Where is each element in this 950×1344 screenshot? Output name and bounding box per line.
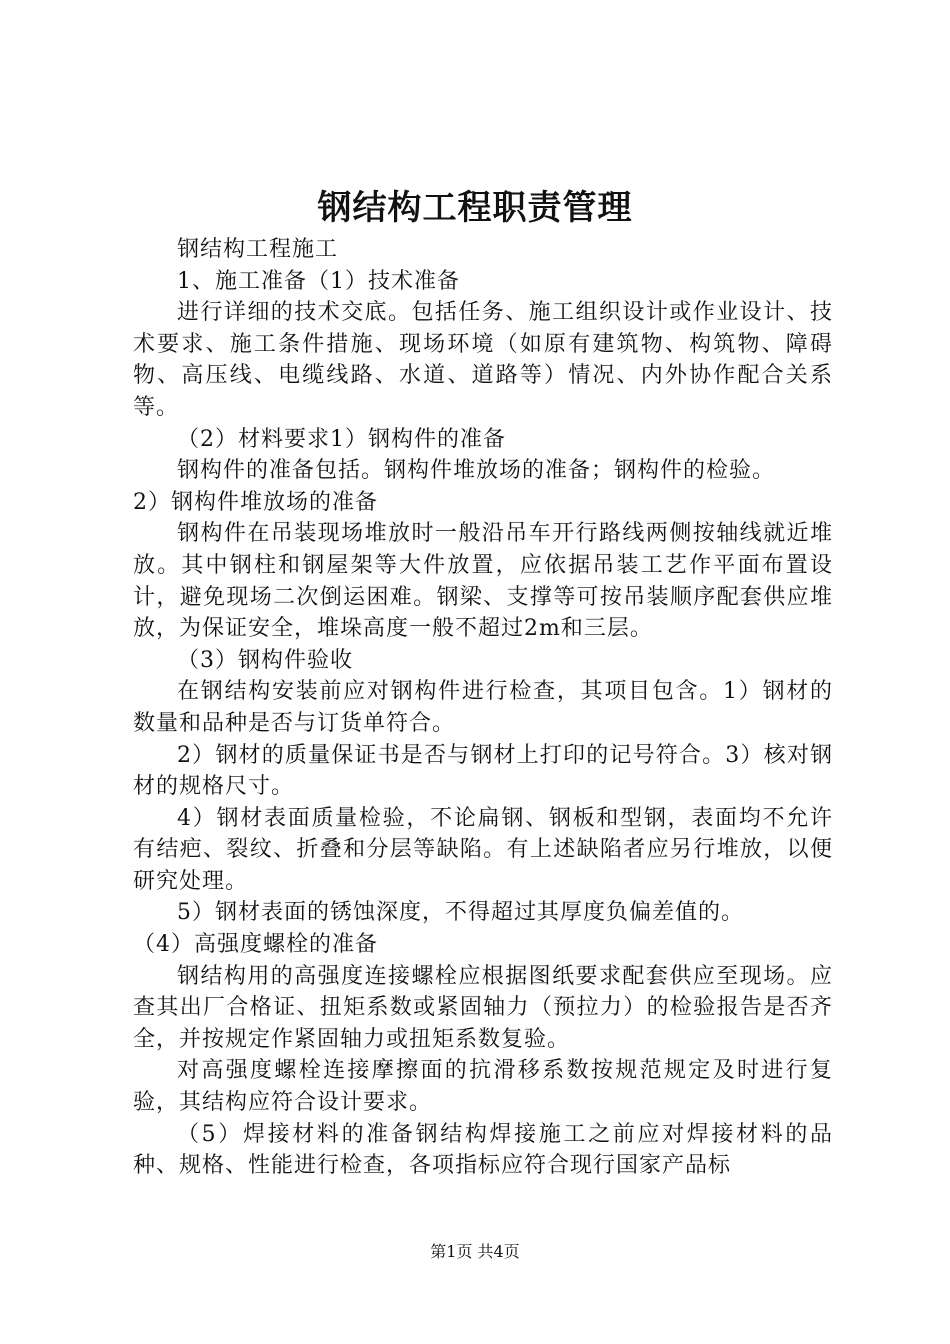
paragraph: 钢结构工程施工 — [177, 237, 339, 262]
paragraph: 钢构件的准备包括。钢构件堆放场的准备；钢构件的检验。 — [177, 458, 776, 484]
paragraph: 2）钢构件堆放场的准备 — [133, 489, 378, 515]
document-body — [133, 234, 833, 1182]
page-footer: 第1页 共4页 — [430, 1242, 520, 1261]
paragraph: 钢结构用的高强度连接螺栓应根据图纸要求配套供应至现场。应查其出厂合格证、扭矩系数或紧固轴力（预拉力）的检验报告是否齐全，并按规定作紧固轴力或扭矩系数复验。 — [133, 963, 833, 1052]
paragraph: 2）钢材的质量保证书是否与钢材上打印的记号符合。3）核对钢材的规格尺寸。 — [133, 742, 833, 800]
paragraph: （3）钢构件验收 — [177, 647, 353, 673]
paragraph: 1、施工准备（1）技术准备 — [177, 268, 460, 294]
paragraph: 在钢结构安装前应对钢构件进行检查，其项目包含。1）钢材的数量和品种是否与订货单符合。 — [133, 679, 833, 736]
paragraph: 进行详细的技术交底。包括任务、施工组织设计或作业设计、技术要求、施工条件措施、现场环境（如原有建筑物、构筑物、障碍物、高压线、电缆线路、水道、道路等）情况、内外协作配合关系等。 — [133, 300, 833, 420]
paragraph: （2）材料要求1）钢构件的准备 — [177, 426, 506, 452]
paragraph: 对高强度螺栓连接摩擦面的抗滑移系数按规范规定及时进行复验，其结构应符合设计要求。 — [133, 1058, 833, 1116]
page-title: 钢结构工程职责管理 — [317, 188, 633, 228]
paragraph: （5）焊接材料的准备钢结构焊接施工之前应对焊接材料的品种、规格、性能进行检查，各项指标应符合现行国家产品标 — [133, 1121, 833, 1179]
paragraph: 4）钢材表面质量检验，不论扁钢、钢板和型钢，表面均不允许有结疤、裂纹、折叠和分层等缺陷。有上述缺陷者应另行堆放，以便研究处理。 — [133, 805, 833, 894]
paragraph: （4）高强度螺栓的准备 — [133, 932, 378, 958]
paragraph: 钢构件在吊装现场堆放时一般沿吊车开行路线两侧按轴线就近堆放。其中钢柱和钢屋架等大件放置，应依据吊装工艺作平面布置设计，避免现场二次倒运困难。钢梁、支撑等可按吊装顺序配套供应堆放，为保证安全，堆垛高度一般不超过2m和三层。 — [133, 521, 833, 642]
paragraph: 5）钢材表面的锈蚀深度，不得超过其厚度负偏差值的。 — [177, 900, 744, 926]
